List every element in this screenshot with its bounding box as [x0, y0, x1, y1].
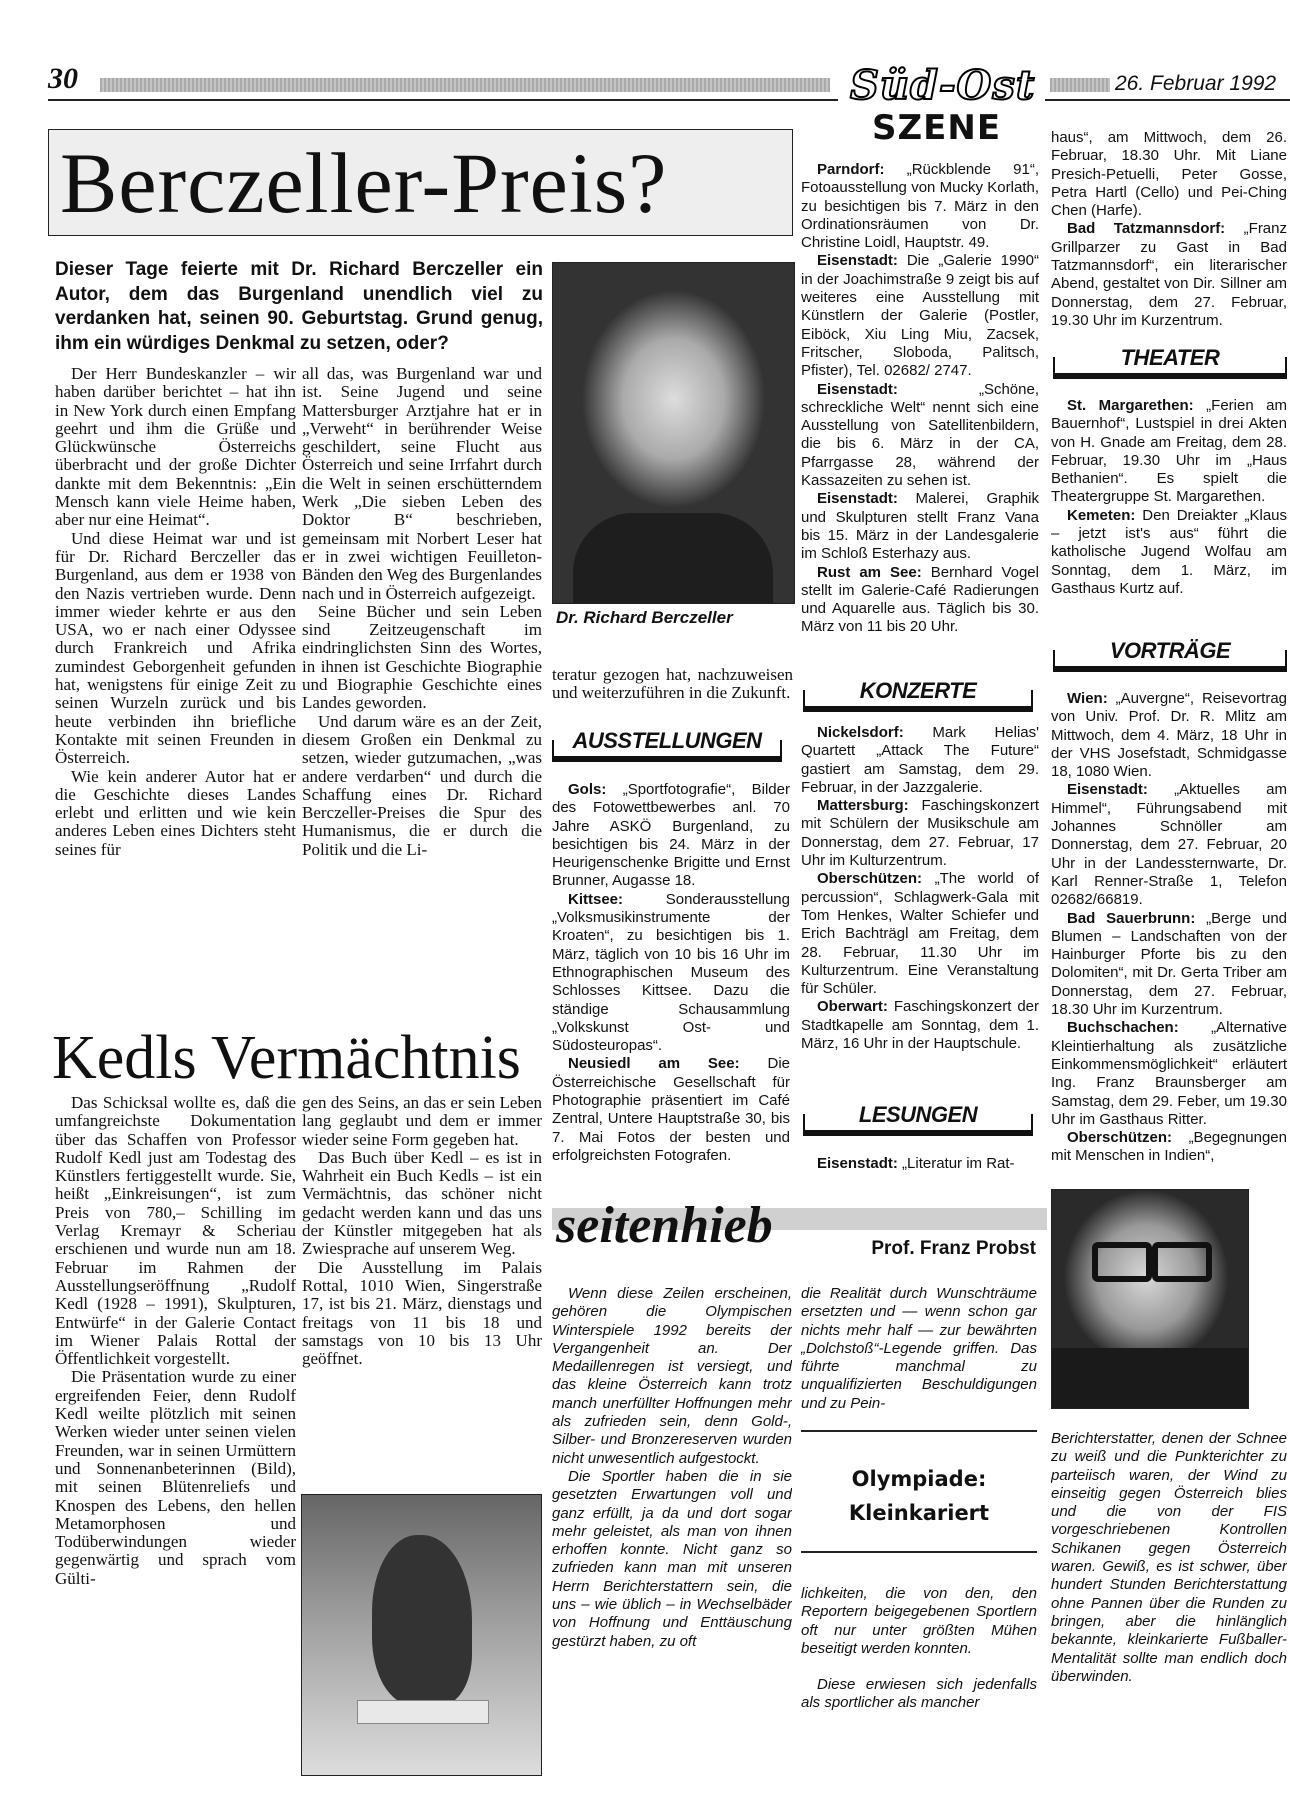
konzerte-list	[801, 724, 1039, 1094]
listing-continuation: haus“, am Mittwoch, dem 26. Februar, 18.30 Uhr. Mit Liane Presich-Petuelli, Peter Gosse, Petra Hartl (Cello) und Pei-Ching Chen (Harfe).	[1051, 129, 1287, 220]
listing-place: Bad Sauerbrunn:	[1067, 909, 1196, 927]
logo-bottom-text: SZENE	[872, 108, 1002, 148]
listing-text: Die „Galerie 1990“ in der Joachimstraße 9 zeigt bis auf weiteres eine Ausstellung mit Künstlern der Galerie (Postler, Eiböck, Xiu Ling Miu, Zacsek, Fritscher, Sloboda, Palitsch, Pfister), Tel. 02682/ 2747.	[801, 252, 1039, 380]
paragraph: Und diese Heimat war und ist für Dr. Richard Berczeller das Burgenland, aus dem er 1938 von den Nazis vertrieben wurde. Denn immer wieder kehrte er aus den USA, wo er nach einer Odyssee durch Frankreich und Afrika zumindest Geborgenheit gefunden hat, wenigstens für einige Zeit zu seinen Wurzeln zurück und bis heute verbinden ihn briefliche Kontakte mit seinen Freunden in Österreich.	[55, 528, 296, 768]
listing-text: „Schöne, schreckliche Welt“ nennt sich eine Ausstellung von Satellitenbildern, die bis 6. März in der CA, Pfarrgasse 28, während der Kassazeiten zu sehen ist.	[801, 380, 1039, 490]
paragraph: Wenn diese Zeilen erscheinen, gehören die Olympischen Winterspiele 1992 bereits der Vergangenheit an. Der Medaillenregen ist versiegt, und das kleine Österreich kann trotz manch unerfüllter Hoffnungen mehr als zufrieden sein, denn Gold-, Silber- und Bronzereserven wurden nicht unwesentlich aufgestockt.	[552, 1285, 792, 1467]
article1-lead: Dieser Tage feierte mit Dr. Richard Berczeller ein Autor, dem das Burgenland unendlich viel zu verdanken hat, seinen 90. Geburtstag. Grund genug, ihm ein würdiges Denkmal zu setzen, oder?	[55, 259, 543, 354]
photo-glasses	[1152, 1242, 1212, 1282]
section-theater	[1053, 345, 1287, 375]
listing-text: „Aktuelles am Himmel“, Führungsabend mit Johannes Schnöller am Donnerstag, dem 27. Februar, 20 Uhr in der Landessternwarte, Dr. Karl Renner-Straße 1, Telefon 02682/66819.	[1051, 781, 1287, 909]
issue-date: 26. Februar 1992	[1115, 72, 1277, 95]
photo-richard-berczeller	[552, 262, 795, 604]
listing-place: Rust am See:	[817, 563, 922, 581]
listing-entry	[1051, 220, 1287, 330]
section-heading: KONZERTE	[854, 678, 983, 704]
header-bar-left	[100, 78, 830, 92]
paragraph: Die Ausstellung im Palais Rottal, 1010 Wien, Singerstraße 17, ist bis 21. März, dienstags und freitags von 11 bis 18 und samstags von 10 bis 13 Uhr geöffnet.	[302, 1257, 542, 1369]
header-bar-right	[1050, 78, 1110, 92]
listing-text: „Rückblende 91“, Fotoausstellung von Mucky Korlath, zu besichtigen bis 7. März in den Ordinationsräumen von Dr. Christine Loidl, Hauptstr. 49.	[801, 161, 1039, 252]
paragraph: Das Schicksal wollte es, daß die umfangreichste Dokumentation über das Schaffen von Professor Rudolf Kedl just am Todestag des Künstlers fertiggestellt wurde. Sie, heißt „Einkreisungen“, ist zum Preis von 780,– Schilling im Verlag Kremayr & Scheriau erschienen und wurde nun am 18. Februar im Rahmen der Ausstellungseröffnung „Rudolf Kedl (1928 – 1991), Skulpturen, Entwürfe“ in der Galerie Contact im Wiener Palais Rottal der Öffentlichkeit vorgestellt.	[55, 1094, 296, 1369]
listing-entry	[1051, 910, 1287, 1020]
listing-entry	[801, 724, 1039, 797]
listing-entry	[801, 564, 1039, 637]
vortraege-list	[1051, 690, 1287, 1185]
listing-place: Eisenstadt:	[1067, 781, 1148, 799]
listing-text: „Sportfotografie“, Bilder des Fotowettbewerbes anl. 70 Jahre ASKÖ Burgenland, zu besichtigen bis 24. März in der Heurigenschenke Brigitte und Ernst Brunner, Augasse 18.	[552, 781, 790, 890]
sued-ost-szene-logo	[842, 62, 1037, 150]
listing-text: „Franz Grillparzer zu Gast in Bad Tatzmannsdorf“, ein literarischer Abend, gestaltet von Dir. Sillner am Donnerstag, dem 27. Februar, 19.30 Uhr im Kurzentrum.	[1051, 220, 1287, 329]
listing-entry	[801, 161, 1039, 252]
section-lesungen	[803, 1102, 1033, 1132]
listing-place: Parndorf:	[817, 161, 885, 178]
sculpture-base	[357, 1700, 489, 1724]
seitenhieb-col3	[1051, 1430, 1287, 1775]
listing-text: „Literatur im Rat-	[902, 1155, 1015, 1172]
paragraph: die Realität durch Wunschträume ersetzten und — wenn schon gar nichts mehr half — zur bewährten „Dolchstoß“-Legende griffen. Das führte manchmal zu unqualifizierten Beschuldigungen und zu Pein-	[801, 1285, 1037, 1412]
listing-text: Die Österreichische Gesellschaft für Photographie präsentiert im Café Zentral, Untere Hauptstraße 30, bis 7. Mai Fotos der besten und erfolgreichsten Fotografen.	[552, 1055, 790, 1164]
listing-text: Malerei, Graphik und Skulpturen stellt Franz Vana bis 15. März in der Landesgalerie im Schloß Esterhazy aus.	[801, 490, 1039, 563]
photo-suit	[1052, 1348, 1248, 1408]
listing-place: Eisenstadt:	[817, 1155, 898, 1172]
paragraph: lichkeiten, die von den, den Reportern beigegebenen Sportlern oft nur unter größten Mühen beseitigt werden konnten.	[801, 1585, 1037, 1657]
listing-text: „Ferien am Bauernhof“, Lustspiel in drei Akten von H. Gnade am Freitag, dem 28. Februar, 19.30 Uhr im „Haus Bethanien“. Es spielt die Theatergruppe St. Margarethen.	[1051, 397, 1287, 506]
seitenhieb-author: Prof. Franz Probst	[871, 1238, 1036, 1259]
section-konzerte	[803, 678, 1033, 708]
paragraph: Seine Bücher und sein Leben sind Zeitzeugenschaft im eindringlichsten Sinn des Wortes, in ihnen ist Geschichte Biographie und Biographie Geschichte eines Landes geworden.	[302, 601, 542, 713]
listing-entry	[801, 870, 1039, 998]
listing-place: Oberschützen:	[817, 870, 923, 888]
listing-entry	[1051, 1019, 1287, 1129]
paragraph: all das, was Burgenland war und ist. Seine Jugend und seine Mattersburger Arztjahre hat er in „Verweht“ in berührender Weise geschildert, seine Flucht aus Österreich und seine Irrfahrt durch die Welt in seinen erschütterndem Werk „Die sieben Leben des Doktor B“ beschrieben, gemeinsam mit Norbert Leser hat er in zwei wichtigen Feuilleton-Bänden den Weg des Burgenlandes nach und in Österreich aufgezeigt.	[302, 365, 542, 603]
section-heading: VORTRÄGE	[1104, 638, 1236, 664]
photo-kedl-sculpture	[301, 1494, 542, 1776]
ausstellungen-list	[552, 781, 790, 1176]
paragraph: Die Präsentation wurde zu einer ergreifenden Feier, denn Rudolf Kedl weilte plötzlich mit seinen Werken wieder unter seinen vielen Freunden, war in seinen Urmüttern und Sonnenanbeterinnen (Bild), mit seinen Blütenreliefs und Knospen des Lebens, den hellen Metamorphosen und Todüberwindungen wieder gegenwärtig und sprach vom Gülti-	[55, 1367, 296, 1588]
listing-place: Kemeten:	[1067, 506, 1136, 524]
article2-col1	[55, 1094, 296, 1779]
listing-text: „Auvergne“, Reisevortrag von Univ. Prof. Dr. R. Mlitz am Mittwoch, dem 4. März, 18 Uhr in der VHS Josefstadt, Schmidgasse 18, 1080 Wien.	[1051, 690, 1287, 781]
page-number: 30	[48, 62, 78, 95]
pullquote-title	[801, 1462, 1037, 1530]
seitenhieb-col2-top	[801, 1285, 1037, 1415]
listing-place: Mattersburg:	[817, 797, 909, 815]
listing-place: Eisenstadt:	[817, 252, 898, 270]
header-rule-left	[48, 99, 838, 101]
listing-entry	[801, 998, 1039, 1053]
listing-place: Kittsee:	[568, 890, 624, 908]
section-heading: AUSSTELLUNGEN	[566, 728, 767, 754]
paragraph: Der Herr Bundeskanzler – wir haben darüber berichtet – hat ihn in New York durch einen Empfang geehrt und ihm die Grüße und Glückwünsche Österreichs überbracht und der große Dichter dankte mit dem Bekenntnis: „Ein Mensch kann viele Heime haben, aber nur eine Heimat“.	[55, 365, 296, 530]
listing-text: Faschingskonzert mit Schülern der Musikschule am Donnerstag, dem 27. Februar, 17 Uhr im Kulturzentrum.	[801, 797, 1039, 870]
seitenhieb-col1	[552, 1285, 792, 1775]
listing-place: Eisenstadt:	[817, 490, 898, 508]
listing-place: Nickelsdorf:	[817, 724, 904, 741]
listing-entry	[801, 252, 1039, 380]
section-heading: THEATER	[1115, 345, 1226, 371]
listing-entry	[1051, 507, 1287, 598]
article2-col2	[302, 1094, 542, 1484]
paragraph: Und darum wäre es an der Zeit, diesem Großen ein Denkmal zu setzen, wieder gutzumachen, „was andere verdarben“ und durch die Schaffung eines Dr. Richard Berczeller-Preises die Spur des Humanismus, die er durch die Politik und die Li-	[302, 711, 542, 859]
listing-text: „The world of percussion“, Schlagwerk-Gala mit Tom Henkes, Walter Schiefer und Erich Bachträgl am Freitag, dem 28. Februar, 11.30 Uhr im Kulturzentrum. Eine Veranstaltung für Schüler.	[801, 870, 1039, 998]
listing-entry	[1051, 1129, 1287, 1166]
listing-entry	[801, 797, 1039, 870]
section-vortraege	[1053, 638, 1287, 668]
article1-col2	[302, 365, 542, 1020]
listing-place: Gols:	[568, 781, 607, 798]
logo-top-text: Süd-Ost	[850, 62, 1036, 109]
lesungen-list	[801, 1155, 1039, 1177]
listing-place: Wien:	[1067, 690, 1108, 707]
listing-place: Bad Tatzmannsdorf:	[1067, 220, 1226, 238]
seitenhieb-col2-bottom	[801, 1585, 1037, 1775]
listing-text: Den Dreiakter „Klaus – jetzt ist's aus“ führt die katholische Jugend Wolfau am Sonntag, dem 1. März, im Gasthaus Kurtz auf.	[1051, 506, 1287, 597]
listing-entry	[552, 781, 790, 891]
listing-entry	[801, 490, 1039, 563]
photo-suit	[573, 513, 773, 603]
listing-text: „Alternative Kleintierhaltung als zusätzliche Einkommensmöglichkeit“ erläutert Ing. Franz Braunsberger am Samstag, dem 29. Feber, um 19.30 Uhr im Gasthaus Ritter.	[1051, 1019, 1287, 1128]
pullquote-line-2: Kleinkariert	[848, 1501, 990, 1525]
listing-entry	[1051, 397, 1287, 507]
listing-place: Oberschützen:	[1067, 1129, 1173, 1147]
photo-franz-probst	[1051, 1189, 1249, 1409]
listing-place: Buchschachen:	[1067, 1019, 1179, 1037]
headline-kedl: Kedls Vermächtnis	[52, 1024, 521, 1092]
paragraph: teratur gezogen hat, nachzuweisen und weiterzuführen in die Zukunft.	[552, 666, 793, 703]
listing-place: St. Margarethen:	[1067, 397, 1194, 414]
pullquote-rule-bottom	[801, 1551, 1037, 1553]
pullquote-line-1: Olympiade:	[851, 1467, 987, 1491]
photo-caption: Dr. Richard Berczeller	[556, 608, 733, 627]
headline-berczeller: Berczeller-Preis?	[60, 135, 668, 231]
article1-col1	[55, 365, 296, 1020]
paragraph: Die Sportler haben die in sie gesetzten Erwartungen voll und ganz erfüllt, ja da und dort sogar mehr geleistet, als man von ihnen erhoffen konnte. Nicht ganz so zufrieden kann man mit unseren Herrn Berichterstattern sein, die uns – wie üblich – in Wechselbäder von Hoffnung und Enttäuschung gestürzt haben, zu oft	[552, 1467, 792, 1650]
article1-col3	[552, 666, 793, 706]
paragraph: Das Buch über Kedl – es ist in Wahrheit ein Buch Kedls – ist ein Vermächtnis, das schöner nicht gedacht werden kann und das uns der Künstler mitgegeben hat als Zwiesprache auf unserem Weg.	[302, 1147, 542, 1259]
szene-intro-list	[801, 161, 1039, 671]
paragraph: Diese erwiesen sich jedenfalls als sportlicher als mancher	[801, 1676, 1037, 1712]
listing-place: Oberwart:	[817, 998, 888, 1016]
seitenhieb-label: seitenhieb	[556, 1197, 773, 1254]
listing-text: Bernhard Vogel stellt im Galerie-Café Radierungen und Aquarelle aus. Täglich bis 30. März von 11 bis 20 Uhr.	[801, 563, 1039, 636]
section-heading: LESUNGEN	[853, 1102, 983, 1128]
lesungen-continued	[1051, 129, 1287, 341]
listing-text: Sonderausstellung „Volksmusikinstrumente der Kroaten“, zu besichtigen bis 1. März, täglich von 10 bis 16 Uhr im Ethnographischen Museum des Schlosses Kittsee. Dazu die ständige Schausammlung „Volkskunst Ost- und Südosteuropas“.	[552, 890, 790, 1055]
listing-entry	[552, 891, 790, 1056]
paragraph: gen des Seins, an das er sein Leben lang geglaubt und dem er immer wieder seine Form gegeben hat.	[302, 1094, 542, 1149]
photo-glasses	[1092, 1242, 1152, 1282]
listing-text: „Berge und Blumen – Landschaften von der Hainburger Pforte bis zu den Dolomiten“, mit Dr. Gerta Triber am Donnerstag, dem 27. Februar, 18.30 Uhr im Kurzentrum.	[1051, 909, 1287, 1019]
listing-entry	[801, 381, 1039, 491]
sculpture-shape	[372, 1535, 472, 1705]
paragraph: Wie kein anderer Autor hat er die Geschichte dieses Landes erlebt und erlitten und wie kein anderes Leben eines Dichters steht seines für	[55, 766, 296, 859]
listing-entry	[552, 1055, 790, 1165]
listing-text: Mark Helias' Quartett „Attack The Future“ gastiert am Samstag, dem 29. Februar, in der Jazzgalerie.	[801, 724, 1039, 796]
listing-entry	[1051, 690, 1287, 781]
listing-text: „Begegnungen mit Menschen in Indien“,	[1051, 1129, 1287, 1165]
listing-place: Neusiedl am See:	[568, 1055, 740, 1073]
pullquote-rule-top	[801, 1430, 1037, 1432]
listing-text: Faschingskonzert der Stadtkapelle am Sonntag, dem 1. März, 16 Uhr in der Hauptschule.	[801, 998, 1039, 1053]
paragraph: Berichterstatter, denen der Schnee zu weiß und die Punkterichter zu parteiisch waren, der Wind zu einseitig gegen Österreich blies und die von der FIS vorgeschriebenen Kontrollen Schikanen gegen Österreich waren. Gewiß, es ist schwer, über hundert Stunden Berichterstattung ohne Pannen über die Runden zu bringen, aber die hinlänglich bekannte, kleinkarierte Fußballer-Mentalität sollte man endlich doch überwinden.	[1051, 1430, 1287, 1685]
section-ausstellungen	[552, 728, 782, 758]
listing-entry	[1051, 781, 1287, 909]
listing-place: Eisenstadt:	[817, 380, 898, 398]
theater-list	[1051, 397, 1287, 625]
header-rule-right	[1045, 99, 1290, 101]
listing-entry	[801, 1155, 1039, 1173]
